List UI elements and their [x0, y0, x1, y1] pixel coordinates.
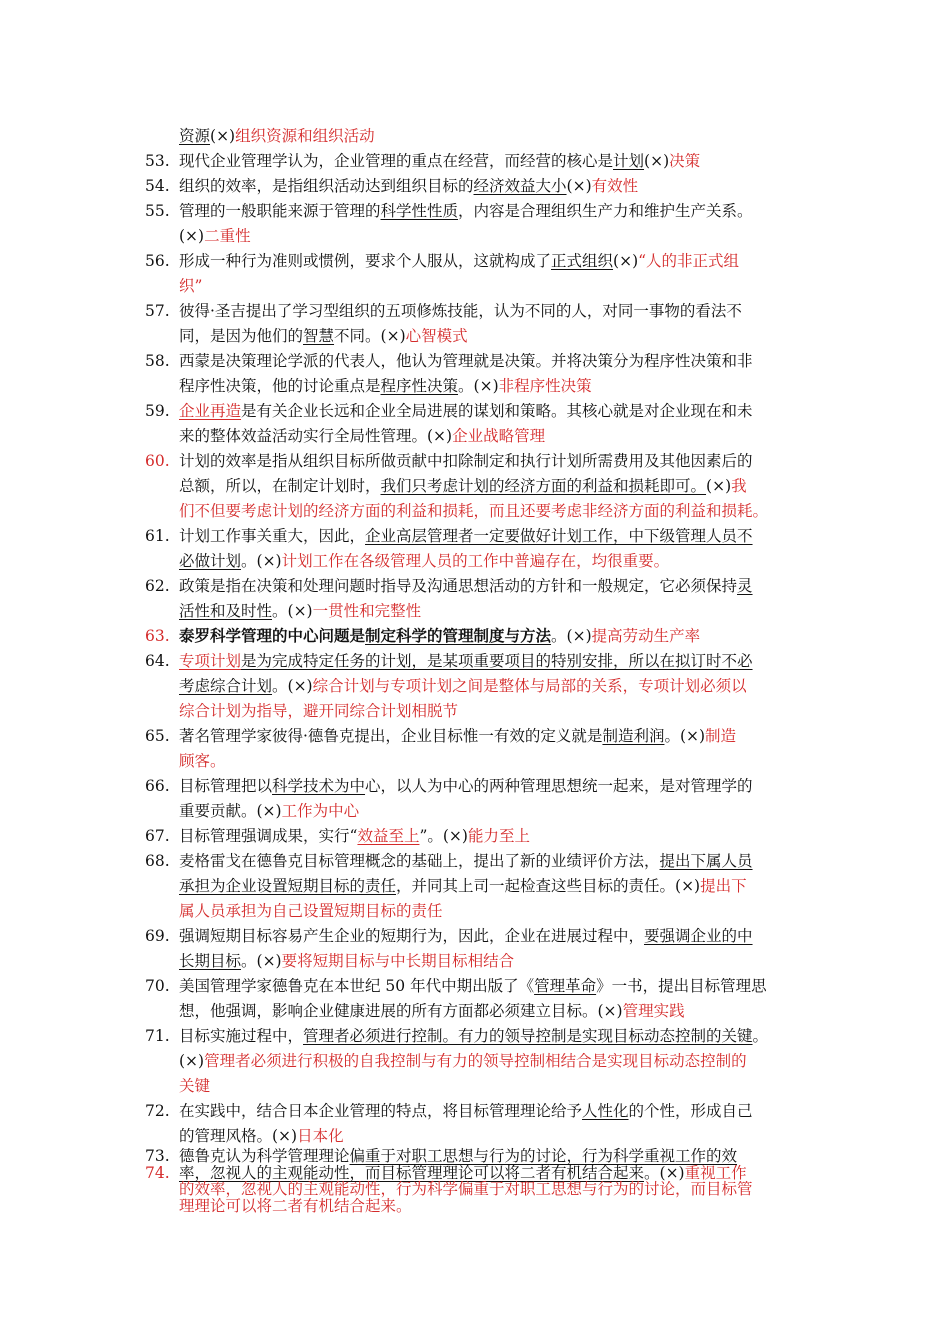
text-segment: 麦格雷戈在德鲁克目标管理概念的基础上，提出了新的业绩评价方法， — [179, 852, 660, 870]
line-text — [179, 576, 753, 596]
underlined-text: 科学技术为中 — [272, 777, 366, 795]
line-text — [179, 901, 443, 921]
text-segment: 目标管理把以 — [179, 777, 273, 795]
answer-text: 理理论可以将二者有机结合起来。 — [179, 1197, 412, 1215]
underlined-text: 灵 — [737, 577, 753, 595]
item-number: 60. — [145, 452, 170, 470]
text-segment: ，内容是合理组织生产力和维护生产关系。 — [458, 202, 753, 220]
text-segment: 政策是指在决策和处理问题时指导及沟通思想活动的方针和一般规定，它必须保持 — [179, 577, 738, 595]
text-segment: 。(×) — [644, 1164, 685, 1182]
underlined-text: 制造利润 — [602, 727, 665, 745]
item-number: 64. — [145, 652, 170, 670]
item-number: 65. — [145, 727, 170, 745]
answer-text: 织” — [179, 277, 203, 295]
text-segment: 德鲁克认为科学管理理论 — [179, 1147, 350, 1165]
text-segment: 同，是因为他们的 — [179, 327, 304, 345]
text-segment: 。(×) — [272, 677, 313, 695]
answer-text: 提出下 — [700, 877, 747, 895]
answer-text: 综合计划与专项计划之间是整体与局部的关系，专项计划必须以 — [312, 677, 747, 695]
underlined-text: 智慧 — [303, 327, 335, 345]
text-segment: 。 — [752, 1027, 769, 1045]
text-segment: ”。(×) — [419, 827, 468, 845]
text-segment: 目标管理强调成果，实行“ — [179, 827, 358, 845]
line-text — [179, 176, 638, 196]
line-text — [179, 526, 753, 546]
line-text — [179, 701, 458, 721]
line-text — [179, 301, 742, 321]
line-text — [179, 651, 753, 671]
line-text — [179, 626, 700, 646]
answer-text: 我 — [731, 477, 747, 495]
text-segment: 》一书，提出目标管理思 — [596, 977, 767, 995]
line-text — [179, 976, 767, 996]
line-text — [179, 451, 753, 471]
line-text — [179, 1051, 747, 1071]
answer-text: “人的非正式组 — [638, 252, 740, 270]
line-text — [179, 826, 530, 846]
text-segment: 彼得·圣吉提出了学习型组织的五项修炼技能，认为不同的人，对同一事物的看法不 — [179, 302, 742, 320]
text-segment: ，并同其上司一起检查这些目标的责任。(×) — [396, 877, 701, 895]
answer-text: 有效性 — [591, 177, 639, 195]
text-segment: 强调短期目标容易产生企业的短期行为，因此，企业在进展过程中， — [179, 927, 645, 945]
item-number: 74. — [145, 1164, 170, 1182]
answer-text: 管理者必须进行积极的自我控制与有力的领导控制相结合是实现目标动态控制的 — [204, 1052, 747, 1070]
answer-text: 工作为中心 — [281, 802, 360, 820]
answer-text: 属人员承担为自己设置短期目标的责任 — [179, 902, 443, 920]
line-text — [179, 851, 753, 871]
text-segment: 目标实施过程中， — [179, 1027, 304, 1045]
text-segment: (×) — [613, 252, 639, 270]
line-text — [179, 676, 747, 696]
answer-text: 关键 — [179, 1077, 211, 1095]
item-number: 53. — [145, 152, 170, 170]
underlined-text: 承担为企业设置短期目标的责任 — [179, 877, 397, 895]
line-text — [179, 776, 753, 796]
answer-text: 效益至上 — [357, 827, 420, 845]
answer-text: 日本化 — [297, 1127, 344, 1145]
underlined-text: 程序性决策 — [380, 377, 459, 395]
item-number: 62. — [145, 577, 170, 595]
answer-text: 决策 — [669, 152, 701, 170]
text-segment: 总额，所以，在制定计划时， — [179, 477, 381, 495]
text-segment: 的管理风格。(×) — [179, 1127, 298, 1145]
text-segment: 计划工作事关重大，因此， — [179, 527, 366, 545]
line-text — [179, 501, 768, 521]
answer-text: 企业再造 — [179, 402, 242, 420]
line-text — [179, 426, 545, 446]
text-segment: 程序性决策，他的讨论重点是 — [179, 377, 381, 395]
text-segment: (×) — [179, 1052, 205, 1070]
underlined-text: 企业高层管理者一定要做好计划工作，中下级管理人员不 — [365, 527, 753, 545]
underlined-text: 正式组织 — [551, 252, 614, 270]
answer-text: 顾客。 — [179, 752, 226, 770]
answer-text: 专项计划 — [179, 652, 242, 670]
item-number: 73. — [145, 1147, 170, 1165]
text-segment: 。(×) — [458, 377, 499, 395]
underlined-text: 经济效益大小 — [473, 177, 567, 195]
item-number: 66. — [145, 777, 170, 795]
answer-text: 心智模式 — [405, 327, 468, 345]
answer-text: 们不但要考虑计划的经济方面的利益和损耗，而且还要考虑非经济方面的利益和损耗。 — [179, 502, 769, 520]
text-segment: 著名管理学家彼得·德鲁克提出，企业目标惟一有效的定义就是 — [179, 727, 603, 745]
line-text — [179, 351, 753, 371]
line-text — [179, 551, 669, 571]
item-number: 56. — [145, 252, 170, 270]
text-segment: 在实践中，结合日本企业管理的特点，将目标管理理论给予 — [179, 1102, 583, 1120]
item-number: 67. — [145, 827, 170, 845]
item-number: 57. — [145, 302, 170, 320]
text-segment: 重要贡献。(×) — [179, 802, 282, 820]
text-segment: 的个性，形成自己 — [628, 1102, 753, 1120]
text-segment: 是有关企业长远和企业全局进展的谋划和策略。其核心就是对企业现在和未 — [241, 402, 753, 420]
underlined-text: 提出下属人员 — [659, 852, 753, 870]
answer-text: 管理实践 — [622, 1002, 685, 1020]
answer-text: 计划工作在各级管理人员的工作中普遍存在，均很重要。 — [281, 552, 670, 570]
answer-text: 重视工作 — [684, 1164, 747, 1182]
item-number: 63. — [145, 627, 170, 645]
underlined-text: 要强调企业的中 — [644, 927, 753, 945]
line-text — [179, 251, 739, 271]
text-segment: (×) — [644, 152, 670, 170]
text-segment: (×) — [210, 127, 236, 145]
line-text — [179, 726, 736, 746]
underlined-text: 必做计划 — [179, 552, 242, 570]
line-text — [179, 801, 359, 821]
line-text — [179, 151, 700, 171]
answer-text: 组织资源和组织活动 — [235, 127, 375, 145]
line-text — [179, 276, 202, 296]
item-number: 54. — [145, 177, 170, 195]
underlined-text: 考虑综合计划 — [179, 677, 273, 695]
answer-text: 能力至上 — [467, 827, 530, 845]
text-segment: (×) — [566, 177, 592, 195]
text-segment: (×) — [706, 477, 732, 495]
answer-text: 要将短期目标与中长期目标相结合 — [281, 952, 515, 970]
text-segment: 。(×) — [241, 552, 282, 570]
answer-text: 提高劳动生产率 — [591, 627, 701, 645]
line-text — [179, 376, 592, 396]
text-segment: 组织的效率，是指组织活动达到组织目标的 — [179, 177, 474, 195]
answer-text: 的效率，忽视人的主观能动性，行为科学偏重于对职工思想与行为的讨论，而目标管 — [179, 1180, 753, 1198]
underlined-text: 活性和及时性 — [179, 602, 273, 620]
item-number: 72. — [145, 1102, 170, 1120]
line-text — [179, 226, 251, 246]
text-segment: 心，以人为中心的两种管理思想统一起来，是对管理学的 — [365, 777, 753, 795]
underlined-text: 我们只考虑计划的经济方面的利益和损耗即可。 — [380, 477, 707, 495]
underlined-text: 偏重于对职工思想与行为的讨论，行为科学重视工作的效 — [349, 1147, 738, 1165]
item-number: 55. — [145, 202, 170, 220]
text-segment: 不同。(×) — [334, 327, 406, 345]
underlined-text: 计划 — [613, 152, 645, 170]
item-number: 68. — [145, 852, 170, 870]
answer-text: 一贯性和完整性 — [312, 602, 422, 620]
item-number: 69. — [145, 927, 170, 945]
answer-text: 非程序性决策 — [498, 377, 592, 395]
item-number: 59. — [145, 402, 170, 420]
item-number: 70. — [145, 977, 170, 995]
underlined-text: 科学性性质 — [380, 202, 459, 220]
line-text — [179, 401, 753, 421]
text-segment: (×) — [179, 227, 205, 245]
line-text — [179, 926, 753, 946]
line-text — [179, 1026, 768, 1046]
line-text — [179, 1101, 753, 1121]
underlined-text: 资源 — [179, 127, 211, 145]
text-segment: 来的整体效益活动实行全局性管理。(×) — [179, 427, 453, 445]
text-segment: 西蒙是决策理论学派的代表人，他认为管理就是决策。并将决策分为程序性决策和非 — [179, 352, 753, 370]
text-segment: 想，他强调，影响企业健康进展的所有方面都必须建立目标。(×) — [179, 1002, 623, 1020]
answer-text: 综合计划为指导，避开同综合计划相脱节 — [179, 702, 459, 720]
line-text — [179, 751, 226, 771]
item-number: 58. — [145, 352, 170, 370]
line-text — [179, 476, 747, 496]
item-number: 71. — [145, 1027, 170, 1045]
text-segment: 管理的一般职能来源于管理的 — [179, 202, 381, 220]
text-segment: 形成一种行为准则或惯例，要求个人服从，这就构成了 — [179, 252, 552, 270]
underlined-text: 长期目标 — [179, 952, 242, 970]
underlined-text: 率，忽视人的主观能动性，而目标管理理论可以将二者有机结合起来 — [179, 1164, 645, 1182]
text-segment: 计划的效率是指从组织目标所做贡献中扣除制定和执行计划所需费用及其他因素后的 — [179, 452, 753, 470]
line-text — [179, 1126, 344, 1146]
text-segment: 现代企业管理学认为，企业管理的重点在经营，而经营的核心是 — [179, 152, 614, 170]
underlined-text: 人性化 — [582, 1102, 629, 1120]
line-text — [179, 876, 747, 896]
line-text — [179, 1076, 210, 1096]
underlined-text: 制定科学的管理制度与方法 — [365, 626, 552, 645]
underlined-text: 管理革命 — [534, 977, 597, 995]
line-text — [179, 1001, 685, 1021]
text-segment: 。(×) — [551, 627, 592, 645]
underlined-text: 管理者必须进行控制。有力的领导控制是实现目标动态控制的关键 — [303, 1027, 753, 1045]
text-segment: 泰罗科学管理的中心问题是 — [179, 626, 366, 645]
text-segment: 美国管理学家德鲁克在本世纪 50 年代中期出版了《 — [179, 977, 535, 995]
line-text — [179, 126, 375, 146]
text-segment: 。(×) — [664, 727, 706, 745]
line-text — [179, 201, 753, 221]
text-segment: 。(×) — [272, 602, 313, 620]
line-text — [179, 601, 421, 621]
answer-text: 企业战略管理 — [452, 427, 546, 445]
text-segment: 。(×) — [241, 952, 282, 970]
answer-text: 二重性 — [204, 227, 251, 245]
underlined-text: 是为完成特定任务的计划，是某项重要项目的特别安排，所以在拟订时不必 — [241, 652, 753, 670]
line-text — [179, 1196, 412, 1216]
answer-text: 制造 — [705, 727, 737, 745]
line-text — [179, 951, 514, 971]
line-text — [179, 326, 468, 346]
item-number: 61. — [145, 527, 170, 545]
